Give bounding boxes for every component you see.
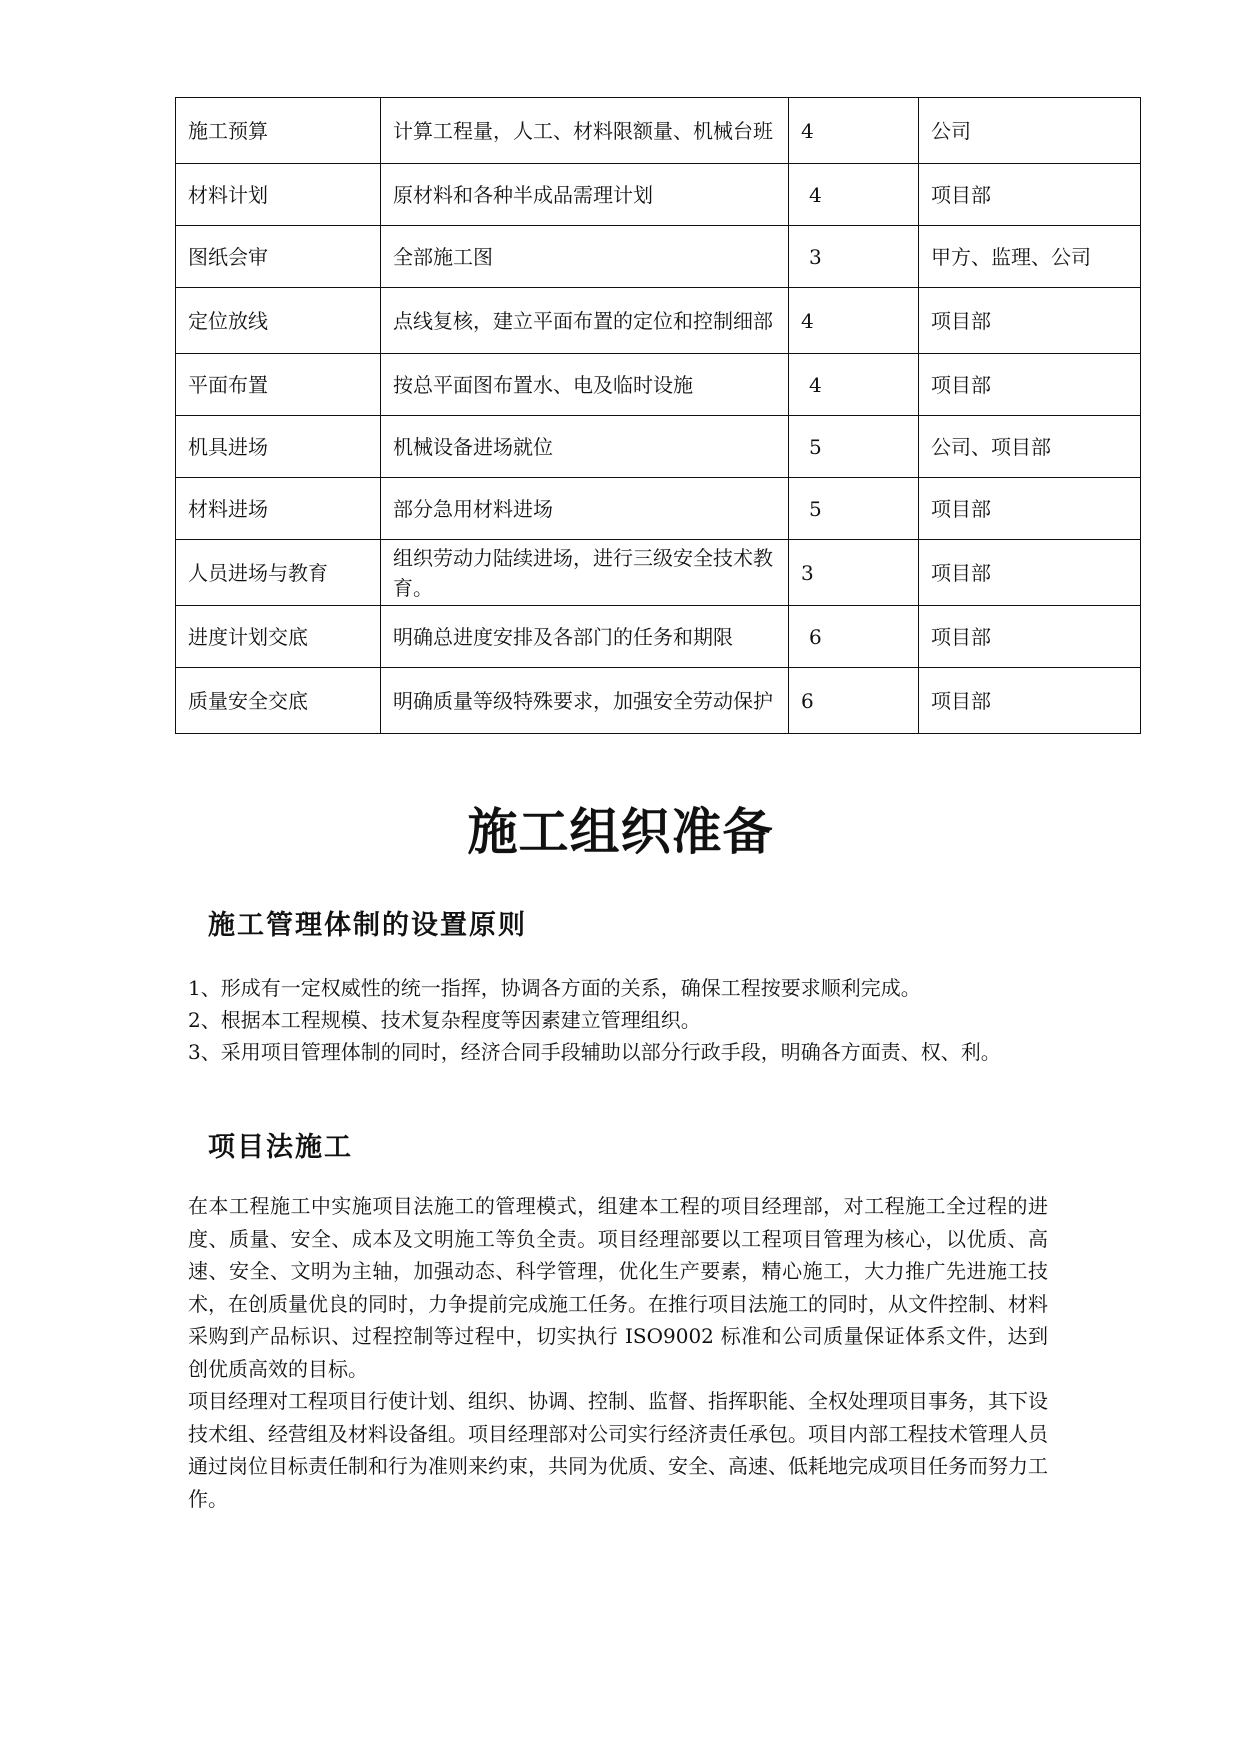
- table-row: [176, 226, 1141, 288]
- item-cell: 定位放线: [176, 288, 381, 354]
- table-row: [176, 354, 1141, 416]
- responsible-cell: 项目部: [919, 164, 1141, 226]
- list-item: 3、采用项目管理体制的同时，经济合同手段辅助以部分行政手段，明确各方面责、权、利。: [188, 1040, 1001, 1064]
- paragraph: 项目经理对工程项目行使计划、组织、协调、控制、监督、指挥职能、全权处理项目事务，其下设技术组、经营组及材料设备组。项目经理部对公司实行经济责任承包。项目内部工程技术管理人员通过岗位目标责任制和行为准则来约束，共同为优质、安全、高速、低耗地完成项目任务而努力工作。: [188, 1389, 1048, 1511]
- content-cell: 原材料和各种半成品需理计划: [381, 164, 789, 226]
- table-row: [176, 606, 1141, 668]
- content-cell: 部分急用材料进场: [381, 478, 789, 540]
- days-cell: 4: [789, 98, 919, 164]
- item-cell: 施工预算: [176, 98, 381, 164]
- section-heading-project-method: 项目法施工: [208, 1132, 353, 1163]
- paragraph: 在本工程施工中实施项目法施工的管理模式，组建本工程的项目经理部，对工程施工全过程的进度、质量、安全、成本及文明施工等负全责。项目经理部要以工程项目管理为核心，以优质、高速、安全、文明为主轴，加强动态、科学管理，优化生产要素，精心施工，大力推广先进施工技术，在创质量优良的同时，力争提前完成施工任务。在推行项目法施工的同时，从文件控制、材料采购到产品标识、过程控制等过程中，切实执行 ISO9002 标准和公司质量保证体系文件，达到创优质高效的目标。: [188, 1194, 1048, 1381]
- table-row: [176, 288, 1141, 354]
- content-cell: 机械设备进场就位: [381, 416, 789, 478]
- days-cell: 5: [789, 478, 919, 540]
- preparation-schedule-table: [175, 97, 1141, 734]
- days-cell: 4: [789, 288, 919, 354]
- table-row: [176, 98, 1141, 164]
- item-cell: 材料计划: [176, 164, 381, 226]
- item-cell: 图纸会审: [176, 226, 381, 288]
- content-cell: 点线复核，建立平面布置的定位和控制细部: [381, 288, 789, 354]
- principles-list: [188, 972, 1088, 1068]
- item-cell: 质量安全交底: [176, 668, 381, 734]
- responsible-cell: 项目部: [919, 478, 1141, 540]
- table-row: [176, 668, 1141, 734]
- item-cell: 机具进场: [176, 416, 381, 478]
- responsible-cell: 项目部: [919, 354, 1141, 416]
- responsible-cell: 公司、项目部: [919, 416, 1141, 478]
- list-item: 1、形成有一定权威性的统一指挥，协调各方面的关系，确保工程按要求顺利完成。: [188, 976, 921, 1000]
- days-cell: 3: [789, 540, 919, 606]
- days-cell: 4: [789, 164, 919, 226]
- table-row: [176, 540, 1141, 606]
- days-cell: 5: [789, 416, 919, 478]
- table-row: [176, 164, 1141, 226]
- content-cell: 明确质量等级特殊要求，加强安全劳动保护: [381, 668, 789, 734]
- section-heading-management-principles: 施工管理体制的设置原则: [208, 910, 527, 941]
- item-cell: 进度计划交底: [176, 606, 381, 668]
- item-cell: 材料进场: [176, 478, 381, 540]
- content-cell: 组织劳动力陆续进场，进行三级安全技术教育。: [381, 540, 789, 606]
- list-item: 2、根据本工程规模、技术复杂程度等因素建立管理组织。: [188, 1008, 701, 1032]
- responsible-cell: 公司: [919, 98, 1141, 164]
- content-cell: 明确总进度安排及各部门的任务和期限: [381, 606, 789, 668]
- days-cell: 6: [789, 606, 919, 668]
- project-method-body: [188, 1190, 1048, 1515]
- content-cell: 全部施工图: [381, 226, 789, 288]
- responsible-cell: 项目部: [919, 540, 1141, 606]
- responsible-cell: 项目部: [919, 288, 1141, 354]
- days-cell: 6: [789, 668, 919, 734]
- content-cell: 按总平面图布置水、电及临时设施: [381, 354, 789, 416]
- item-cell: 人员进场与教育: [176, 540, 381, 606]
- responsible-cell: 甲方、监理、公司: [919, 226, 1141, 288]
- item-cell: 平面布置: [176, 354, 381, 416]
- table-row: [176, 478, 1141, 540]
- responsible-cell: 项目部: [919, 668, 1141, 734]
- days-cell: 3: [789, 226, 919, 288]
- responsible-cell: 项目部: [919, 606, 1141, 668]
- content-cell: 计算工程量，人工、材料限额量、机械台班: [381, 98, 789, 164]
- table-row: [176, 416, 1141, 478]
- days-cell: 4: [789, 354, 919, 416]
- page-title: 施工组织准备: [467, 803, 774, 861]
